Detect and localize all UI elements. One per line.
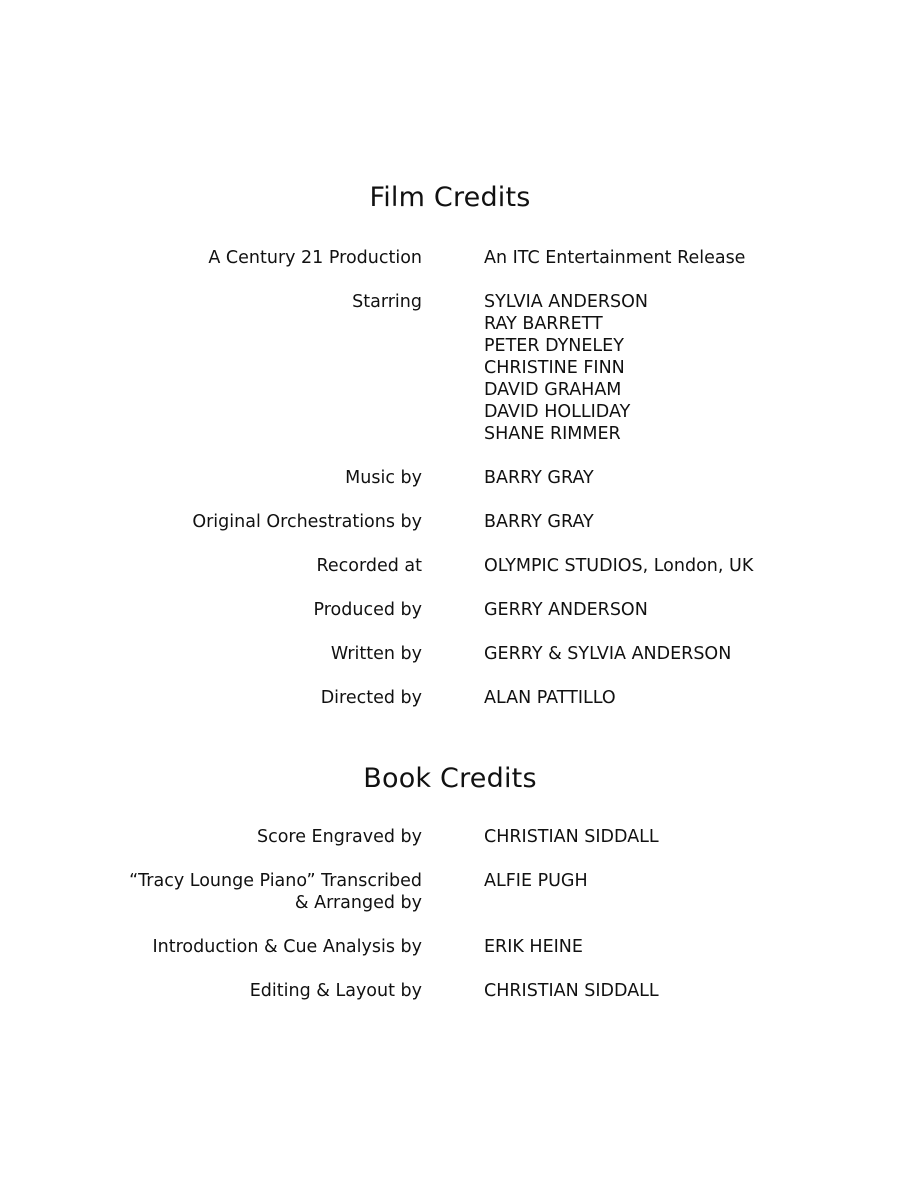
credit-name: GERRY ANDERSON: [484, 600, 648, 620]
film-credits-heading: Film Credits: [369, 182, 531, 213]
credit-name: CHRISTINE FINN: [484, 358, 625, 378]
credit-role: [0, 870, 422, 914]
credit-role: [0, 291, 422, 313]
credit-role: [0, 643, 422, 665]
credit-names: [484, 247, 900, 269]
credit-row: [0, 555, 900, 577]
credit-name: DAVID HOLLIDAY: [484, 402, 631, 422]
credit-name: PETER DYNELEY: [484, 336, 624, 356]
credit-role-line: Music by: [345, 468, 422, 488]
credit-names: [484, 826, 900, 848]
credit-row: [0, 980, 900, 1002]
credit-role-line: A Century 21 Production: [208, 248, 422, 268]
credit-row: [0, 247, 900, 269]
credit-role: [0, 936, 422, 958]
credit-name: SHANE RIMMER: [484, 424, 621, 444]
credit-name: DAVID GRAHAM: [484, 380, 622, 400]
credit-role-line: Written by: [330, 644, 422, 664]
credit-role: [0, 687, 422, 709]
credit-row: [0, 643, 900, 665]
credit-names: [484, 511, 900, 533]
credit-names: [484, 980, 900, 1002]
film-credits-list: [0, 247, 900, 709]
credit-role: [0, 826, 422, 848]
credit-role: [0, 599, 422, 621]
credit-role: [0, 467, 422, 489]
credit-names: [484, 643, 900, 665]
credit-name: ALAN PATTILLO: [484, 688, 616, 708]
credit-role: [0, 555, 422, 577]
credit-names: [484, 599, 900, 621]
credit-role-line: Produced by: [313, 600, 422, 620]
credit-names: [484, 936, 900, 958]
credit-name: CHRISTIAN SIDDALL: [484, 827, 659, 847]
credit-role-line: Recorded at: [316, 556, 422, 576]
credit-name: BARRY GRAY: [484, 468, 594, 488]
credit-role-line: Introduction & Cue Analysis by: [152, 937, 422, 957]
credit-role-line: Directed by: [320, 688, 422, 708]
credit-role-line: Editing & Layout by: [249, 981, 422, 1001]
credit-names: [484, 555, 900, 577]
credit-row: [0, 687, 900, 709]
credit-name: ERIK HEINE: [484, 937, 583, 957]
credit-role: [0, 511, 422, 533]
book-credits-heading: Book Credits: [363, 763, 537, 794]
credit-name: ALFIE PUGH: [484, 871, 588, 891]
credit-row: [0, 936, 900, 958]
credit-name: OLYMPIC STUDIOS, London, UK: [484, 556, 754, 576]
credit-role-line: Score Engraved by: [256, 827, 422, 847]
credit-names: [484, 870, 900, 892]
credit-row: [0, 599, 900, 621]
credit-row: [0, 291, 900, 445]
book-credits-list: [0, 826, 900, 1002]
credit-name: GERRY & SYLVIA ANDERSON: [484, 644, 732, 664]
credit-name: CHRISTIAN SIDDALL: [484, 981, 659, 1001]
credit-name: SYLVIA ANDERSON: [484, 292, 649, 312]
credit-names: [484, 291, 900, 445]
credit-names: [484, 687, 900, 709]
credit-role-line: & Arranged by: [294, 893, 422, 913]
credit-names: [484, 467, 900, 489]
credit-name: RAY BARRETT: [484, 314, 603, 334]
credit-row: [0, 870, 900, 914]
credit-role-line: Starring: [352, 292, 422, 312]
credit-role: [0, 247, 422, 269]
credit-name: An ITC Entertainment Release: [484, 248, 746, 268]
credit-row: [0, 511, 900, 533]
credit-row: [0, 826, 900, 848]
credit-name: BARRY GRAY: [484, 512, 594, 532]
credit-role: [0, 980, 422, 1002]
credit-role-line: Original Orchestrations by: [192, 512, 422, 532]
credit-row: [0, 467, 900, 489]
credit-role-line: “Tracy Lounge Piano” Transcribed: [129, 871, 422, 891]
